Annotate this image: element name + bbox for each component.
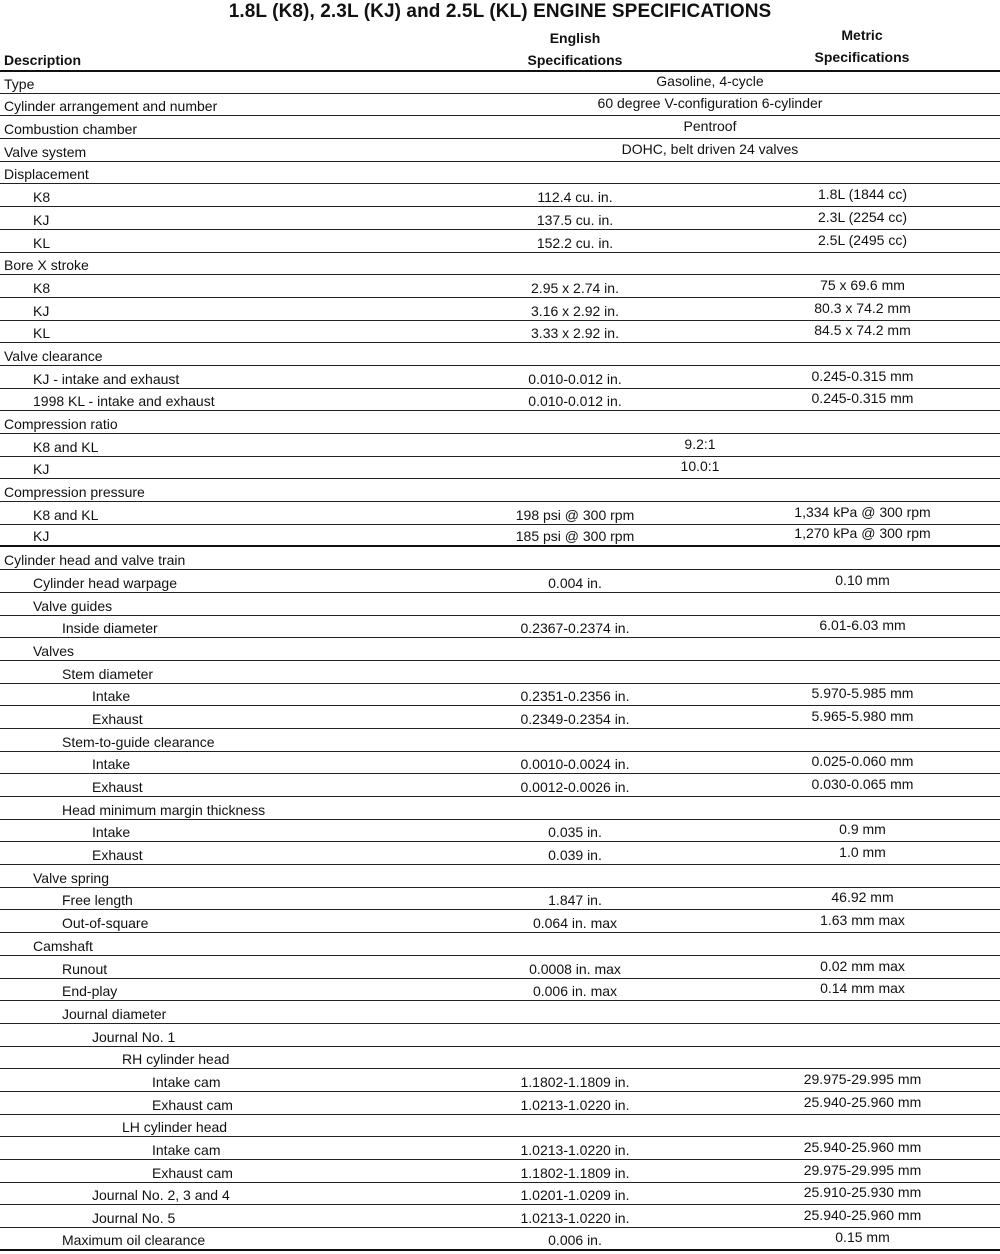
- row-label: RH cylinder head: [122, 1051, 230, 1068]
- table-row: [0, 162, 1000, 185]
- metric-value: 0.10 mm: [835, 571, 890, 588]
- english-column-header: [515, 27, 635, 71]
- row-label: Intake cam: [152, 1073, 221, 1090]
- row-label: KJ: [33, 211, 50, 228]
- metric-value: 25.940-25.960 mm: [803, 1093, 922, 1110]
- english-value: 1.1802-1.1809 in.: [520, 1164, 630, 1181]
- metric-value: 2.3L (2254 cc): [818, 208, 907, 225]
- table-row: [0, 525, 1000, 548]
- english-value: 185 psi @ 300 rpm: [515, 528, 635, 545]
- row-label: Journal diameter: [62, 1005, 167, 1022]
- row-label: Valve system: [4, 143, 87, 160]
- english-value: 1.0213-1.0220 in.: [520, 1210, 630, 1227]
- metric-value: 29.975-29.995 mm: [803, 1070, 922, 1087]
- table-row: [0, 774, 1000, 797]
- english-value: 1.847 in.: [548, 892, 602, 909]
- metric-value: 25.910-25.930 mm: [803, 1184, 922, 1201]
- table-row: [0, 752, 1000, 775]
- table-row: [0, 1001, 1000, 1024]
- table-row: [0, 888, 1000, 911]
- english-value: 0.006 in. max: [532, 983, 618, 1000]
- english-value: 1.0213-1.0220 in.: [520, 1096, 630, 1113]
- english-value: 3.16 x 2.92 in.: [531, 302, 619, 319]
- table-row: [0, 616, 1000, 639]
- metric-column-header: [800, 24, 924, 68]
- row-label: K8: [33, 189, 51, 206]
- row-label: Cylinder head warpage: [33, 574, 177, 591]
- metric-value: 0.025-0.060 mm: [811, 753, 914, 770]
- row-label: Compression ratio: [4, 416, 118, 432]
- english-value: 0.010-0.012 in.: [528, 370, 622, 387]
- english-value: 0.006 in.: [548, 1231, 602, 1248]
- row-label: Head minimum margin thickness: [62, 801, 266, 818]
- row-label: Intake: [92, 688, 131, 705]
- english-value: 0.2349-0.2354 in.: [520, 710, 630, 727]
- table-row: [0, 933, 1000, 956]
- row-label: Maximum oil clearance: [62, 1231, 206, 1248]
- table-row: [0, 411, 1000, 434]
- table-row: [0, 502, 1000, 525]
- english-value: 0.004 in.: [548, 574, 602, 591]
- table-row: [0, 253, 1000, 276]
- table-row: [0, 661, 1000, 684]
- english-header-line1: English: [549, 30, 601, 46]
- table-row: [0, 547, 1000, 570]
- metric-header-line1: Metric: [841, 27, 883, 43]
- shared-value: Pentroof: [683, 118, 737, 135]
- english-value: 0.2351-0.2356 in.: [520, 688, 630, 705]
- row-label: Exhaust cam: [152, 1096, 233, 1113]
- row-label: Camshaft: [33, 937, 93, 954]
- english-value: 0.010-0.012 in.: [528, 393, 622, 410]
- table-row: [0, 593, 1000, 616]
- metric-value: 1.8L (1844 cc): [818, 186, 907, 203]
- shared-value: 60 degree V-configuration 6-cylinder: [597, 95, 823, 112]
- description-column-header: Description: [4, 52, 82, 68]
- row-label: Free length: [62, 892, 133, 909]
- row-label: KJ - intake and exhaust: [33, 370, 180, 387]
- english-value: 1.1802-1.1809 in.: [520, 1073, 630, 1090]
- table-row: [0, 684, 1000, 707]
- metric-value: 0.9 mm: [839, 821, 886, 838]
- english-value: 112.4 cu. in.: [537, 189, 613, 206]
- table-row: [0, 865, 1000, 888]
- row-label: KJ: [33, 528, 50, 545]
- metric-value: 5.965-5.980 mm: [811, 707, 914, 724]
- table-row: [0, 797, 1000, 820]
- table-row: [0, 1160, 1000, 1183]
- table-row: [0, 1047, 1000, 1070]
- english-value: 1.0213-1.0220 in.: [520, 1142, 630, 1158]
- table-row: [0, 321, 1000, 344]
- row-label: Inside diameter: [62, 620, 158, 637]
- shared-value: Gasoline, 4-cycle: [656, 72, 764, 89]
- metric-value: 0.245-0.315 mm: [811, 367, 914, 384]
- english-value: 0.0010-0.0024 in.: [520, 756, 630, 773]
- table-row: [0, 1183, 1000, 1206]
- row-label: K8 and KL: [33, 438, 99, 455]
- table-row: [0, 1069, 1000, 1092]
- shared-value: 9.2:1: [684, 435, 716, 452]
- table-row: [0, 139, 1000, 162]
- table-row: [0, 570, 1000, 593]
- row-label: KJ: [33, 302, 50, 319]
- row-label: Exhaust: [92, 847, 143, 864]
- row-label: K8 and KL: [33, 506, 99, 523]
- metric-value: 6.01-6.03 mm: [819, 617, 906, 634]
- table-row: [0, 820, 1000, 843]
- shared-value: DOHC, belt driven 24 valves: [621, 140, 799, 157]
- row-label: Type: [4, 75, 35, 92]
- english-value: 3.33 x 2.92 in.: [531, 325, 619, 342]
- table-row: [0, 457, 1000, 480]
- table-row: [0, 706, 1000, 729]
- row-label: Out-of-square: [62, 915, 149, 932]
- metric-value: 0.14 mm max: [820, 980, 905, 997]
- table-row: [0, 1115, 1000, 1138]
- english-value: 0.2367-0.2374 in.: [520, 620, 630, 637]
- table-row: [0, 389, 1000, 412]
- table-row: [0, 275, 1000, 298]
- table-row: [0, 116, 1000, 139]
- row-label: Exhaust: [92, 779, 143, 795]
- metric-value: 0.02 mm max: [820, 957, 905, 974]
- metric-value: 0.245-0.315 mm: [811, 390, 914, 407]
- row-label: Valve clearance: [4, 347, 103, 364]
- table-row: [0, 71, 1000, 94]
- table-row: [0, 910, 1000, 933]
- metric-value: 0.030-0.065 mm: [811, 776, 914, 792]
- table-row: [0, 479, 1000, 502]
- table-row: [0, 1205, 1000, 1228]
- row-label: Compression pressure: [4, 484, 145, 501]
- row-label: Exhaust: [92, 710, 143, 727]
- metric-value: 84.5 x 74.2 mm: [814, 322, 911, 339]
- row-label: Journal No. 1: [92, 1028, 176, 1045]
- row-label: Valves: [33, 642, 74, 659]
- row-label: Bore X stroke: [4, 257, 89, 274]
- row-label: Cylinder head and valve train: [4, 552, 186, 569]
- row-label: Intake: [92, 756, 131, 773]
- english-value: 0.0012-0.0026 in.: [520, 779, 630, 795]
- english-value: 198 psi @ 300 rpm: [515, 506, 635, 523]
- metric-value: 75 x 69.6 mm: [820, 276, 905, 293]
- table-row: [0, 1228, 1000, 1251]
- table-row: [0, 1024, 1000, 1047]
- metric-value: 5.970-5.985 mm: [811, 685, 914, 702]
- page-title: 1.8L (K8), 2.3L (KJ) and 2.5L (KL) ENGINE SPECIFICATIONS: [228, 1, 772, 22]
- row-label: KL: [33, 325, 51, 342]
- row-label: Cylinder arrangement and number: [4, 98, 218, 115]
- table-row: [0, 94, 1000, 117]
- table-row: [0, 184, 1000, 207]
- row-label: KJ: [33, 461, 50, 478]
- row-label: Displacement: [4, 166, 89, 183]
- table-row: [0, 979, 1000, 1002]
- row-label: Stem-to-guide clearance: [62, 733, 215, 750]
- english-header-line2: Specifications: [527, 52, 623, 68]
- metric-value: 0.15 mm: [835, 1228, 890, 1245]
- row-label: Exhaust cam: [152, 1164, 233, 1181]
- metric-value: 1.63 mm max: [820, 912, 905, 929]
- table-row: [0, 230, 1000, 253]
- row-label: Valve guides: [33, 597, 113, 614]
- metric-value: 80.3 x 74.2 mm: [814, 299, 911, 316]
- row-label: Runout: [62, 960, 108, 977]
- table-row: [0, 729, 1000, 752]
- metric-header-line2: Specifications: [814, 49, 910, 65]
- row-label: K8: [33, 279, 51, 296]
- spec-table: [0, 71, 1000, 1251]
- table-row: [0, 298, 1000, 321]
- table-row: [0, 956, 1000, 979]
- english-value: 0.035 in.: [548, 824, 602, 841]
- english-value: 0.0008 in. max: [529, 960, 621, 977]
- row-label: Combustion chamber: [4, 121, 138, 138]
- table-row: [0, 842, 1000, 865]
- table-row: [0, 207, 1000, 230]
- metric-value: 25.940-25.960 mm: [803, 1139, 922, 1155]
- row-label: End-play: [62, 983, 118, 1000]
- row-label: Stem diameter: [62, 665, 154, 682]
- metric-value: 29.975-29.995 mm: [803, 1161, 922, 1178]
- english-value: 152.2 cu. in.: [536, 234, 614, 251]
- table-row: [0, 1092, 1000, 1115]
- shared-value: 10.0:1: [680, 458, 720, 475]
- metric-value: 1.0 mm: [839, 844, 886, 861]
- row-label: LH cylinder head: [122, 1119, 228, 1136]
- row-label: Journal No. 2, 3 and 4: [92, 1187, 230, 1204]
- row-label: Journal No. 5: [92, 1210, 176, 1227]
- table-row: [0, 638, 1000, 661]
- row-label: KL: [33, 234, 51, 251]
- table-header: [0, 24, 1000, 68]
- table-row: [0, 1137, 1000, 1160]
- table-row: [0, 343, 1000, 366]
- metric-value: 25.940-25.960 mm: [803, 1207, 922, 1224]
- english-value: 137.5 cu. in.: [536, 211, 614, 228]
- english-value: 0.039 in.: [548, 847, 602, 864]
- metric-value: 46.92 mm: [831, 889, 894, 906]
- row-label: Intake: [92, 824, 131, 841]
- metric-value: 2.5L (2495 cc): [818, 231, 907, 248]
- metric-value: 1,334 kPa @ 300 rpm: [794, 503, 931, 520]
- metric-value: 1,270 kPa @ 300 rpm: [794, 525, 931, 542]
- row-label: 1998 KL - intake and exhaust: [33, 393, 215, 410]
- row-label: Valve spring: [33, 869, 110, 886]
- table-row: [0, 434, 1000, 457]
- english-value: 2.95 x 2.74 in.: [531, 279, 619, 296]
- english-value: 1.0201-1.0209 in.: [520, 1187, 630, 1204]
- english-value: 0.064 in. max: [532, 915, 618, 932]
- table-row: [0, 366, 1000, 389]
- row-label: Intake cam: [152, 1142, 221, 1158]
